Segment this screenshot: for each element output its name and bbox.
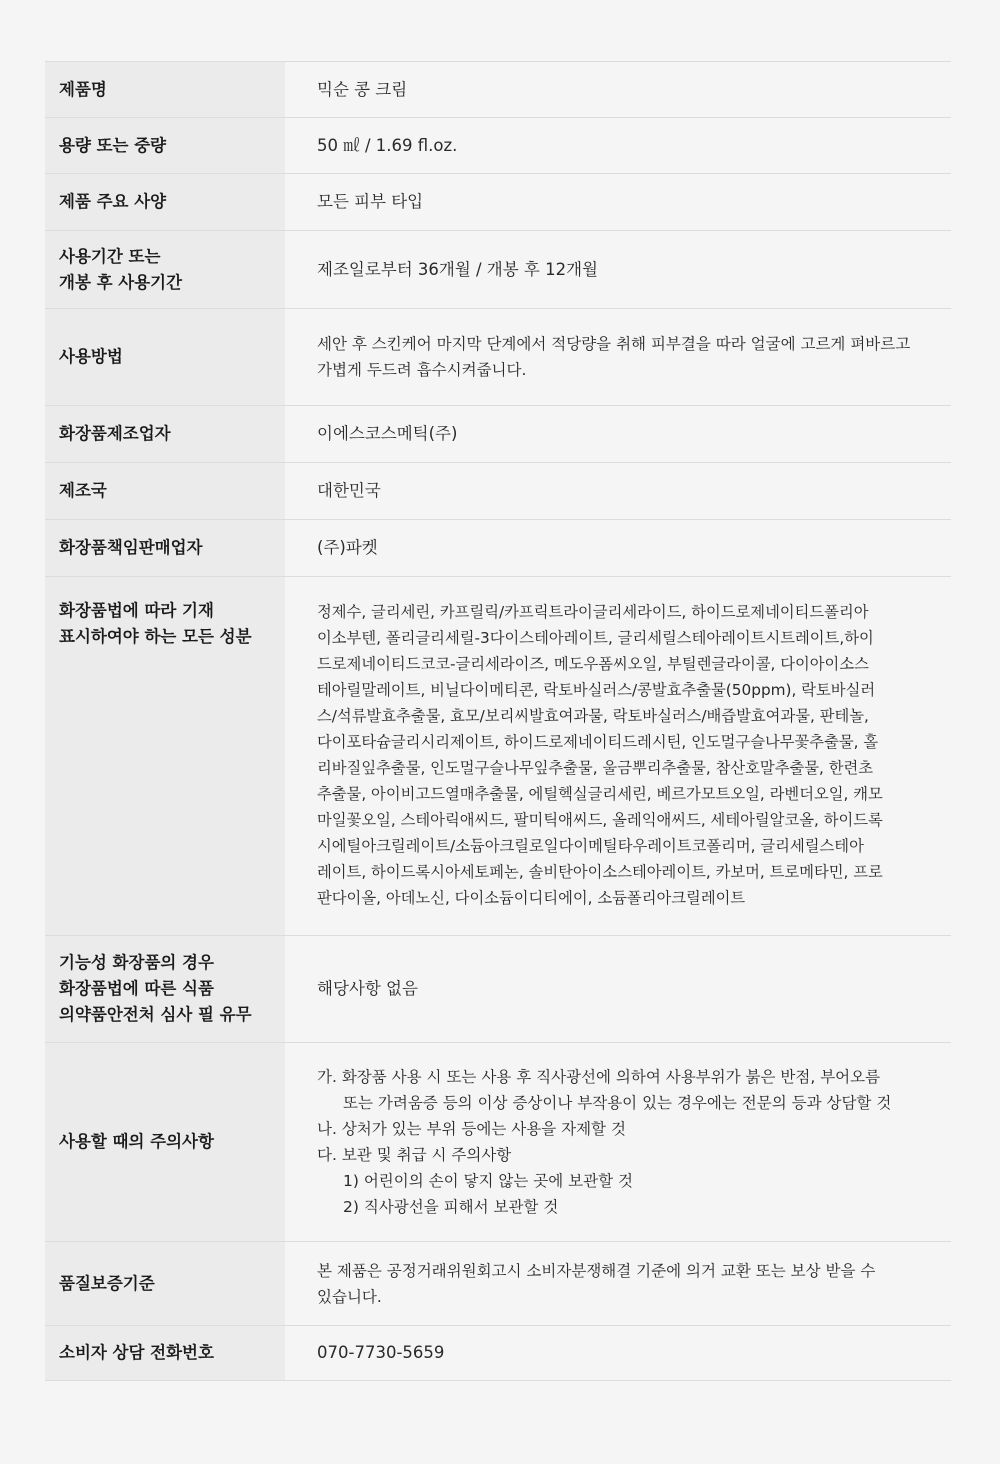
row-value-phone: 070-7730-5659 — [317, 1343, 445, 1362]
row-label-main-spec: 제품 주요 사양 — [45, 174, 285, 230]
table-row — [45, 463, 951, 520]
precaution-line: 2) 직사광선을 피해서 보관할 것 — [343, 1198, 559, 1216]
table-row — [45, 520, 951, 577]
row-label-precautions: 사용할 때의 주의사항 — [45, 1043, 285, 1241]
row-label-manufacturer: 화장품제조업자 — [45, 406, 285, 462]
table-row — [45, 309, 951, 406]
table-row — [45, 174, 951, 231]
table-row — [45, 62, 951, 118]
table-row — [45, 1242, 951, 1326]
row-label-expiry: 사용기간 또는 개봉 후 사용기간 — [45, 231, 285, 308]
row-value-volume: 50 ㎖ / 1.69 fl.oz. — [317, 135, 458, 155]
row-value-distributor: (주)파켓 — [317, 538, 378, 557]
precaution-line: 1) 어린이의 손이 닿지 않는 곳에 보관할 것 — [343, 1172, 633, 1190]
precaution-line: 가. 화장품 사용 시 또는 사용 후 직사광선에 의하여 사용부위가 붉은 반점, 부어오름 — [317, 1068, 881, 1086]
product-info-table — [45, 61, 951, 1381]
precaution-line: 나. 상처가 있는 부위 등에는 사용을 자제할 것 — [317, 1120, 626, 1138]
row-value-precautions — [285, 1043, 951, 1241]
row-label-product-name: 제품명 — [45, 62, 285, 117]
precaution-line: 또는 가려움증 등의 이상 증상이나 부작용이 있는 경우에는 전문의 등과 상담할 것 — [343, 1094, 892, 1112]
row-value-product-name: 믹순 콩 크림 — [317, 79, 408, 99]
row-label-functional: 기능성 화장품의 경우 화장품법에 따른 식품 의약품안전처 심사 필 유무 — [45, 936, 285, 1042]
table-row — [45, 231, 951, 309]
row-value-ingredients: 정제수, 글리세린, 카프릴릭/카프릭트라이글리세라이드, 하이드로제네이티드폴리아 이소부텐, 폴리글리세릴-3다이스테아레이트, 글리세릴스테아레이트시트레이트,하이 드로제네이티드코코-글리세라이즈, 메도우폼씨오일, 부틸렌글라이콜, 다이아이소스 테아릴말레이트, 비닐다이메티콘, 락토바실러스/콩발효추출물(50ppm), 락토바실러 스/석류발효추출물, 효모/보리씨발효여과물, 락토바실러스/배즙발효여과물, 판테놀, 다이포타슘글리시리제이트, 하이드로제네이티드레시틴, 인도멀구슬나무꽃추출물, 홀 리바질잎추출물, 인도멀구슬나무잎추출물, 울금뿌리추출물, 참산호말추출물, 한련초 추출물, 아이비고드열매추출물, 에틸헥실글리세린, 베르가모트오일, 라벤더오일, 캐모 마일꽃오일, 스테아릭애씨드, 팔미틱애씨드, 올레익애씨드, 세테아릴알코올, 하이드록 시에틸아크릴레이트/소듐아크릴로일다이메틸타우레이트코폴리머, 글리세릴스테아 레이트, 하이드록시아세토페논, 솔비탄아이소스테아레이트, 카보머, 트로메타민, 프로 판다이올, 아데노신, 다이소듐이디티에이, 소듐폴리아크릴레이트 — [317, 603, 883, 907]
row-value-usage: 세안 후 스킨케어 마지막 단계에서 적당량을 취해 피부결을 따라 얼굴에 고르게 펴바르고 가볍게 두드려 흡수시켜줍니다. — [317, 335, 911, 379]
precaution-line: 다. 보관 및 취급 시 주의사항 — [317, 1146, 512, 1164]
row-label-phone: 소비자 상담 전화번호 — [45, 1326, 285, 1380]
row-label-volume: 용량 또는 중량 — [45, 118, 285, 173]
row-value-manufacturer: 이에스코스메틱(주) — [317, 424, 458, 443]
table-row — [45, 936, 951, 1043]
row-value-country: 대한민국 — [317, 481, 381, 500]
row-label-distributor: 화장품책임판매업자 — [45, 520, 285, 576]
row-value-quality: 본 제품은 공정거래위원회고시 소비자분쟁해결 기준에 의거 교환 또는 보상 받을 수 있습니다. — [317, 1261, 876, 1306]
row-value-functional: 해당사항 없음 — [317, 979, 418, 998]
row-value-main-spec: 모든 피부 타입 — [317, 192, 424, 211]
row-label-quality: 품질보증기준 — [45, 1242, 285, 1325]
row-label-ingredients: 화장품법에 따라 기재 표시하여야 하는 모든 성분 — [45, 577, 285, 935]
table-row — [45, 577, 951, 936]
row-label-usage: 사용방법 — [45, 309, 285, 405]
row-label-country: 제조국 — [45, 463, 285, 519]
row-value-expiry: 제조일로부터 36개월 / 개봉 후 12개월 — [317, 259, 598, 279]
table-row — [45, 1326, 951, 1381]
table-row — [45, 118, 951, 174]
table-row — [45, 406, 951, 463]
table-row — [45, 1043, 951, 1242]
